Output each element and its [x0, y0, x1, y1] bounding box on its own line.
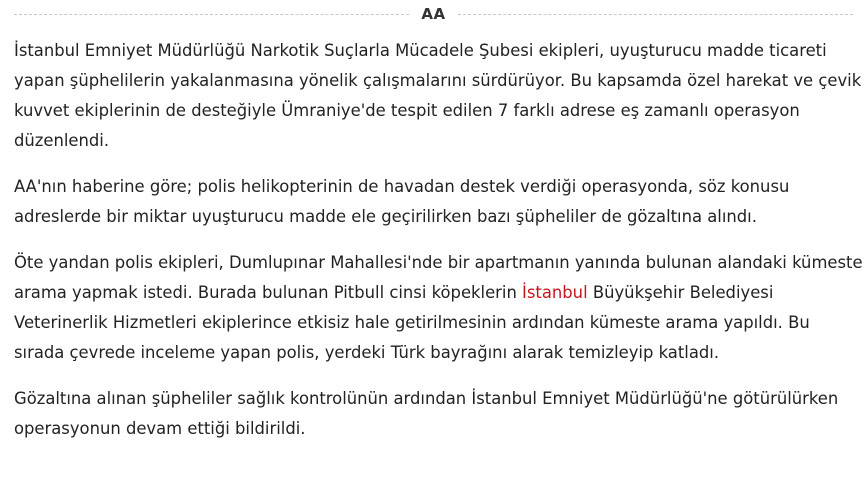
paragraph-3-text-after-link: Büyükşehir Belediyesi Veterinerlik Hizmetleri ekiplerince etkisiz hale getirilmesinin ardından kümeste arama yapıldı. Bu sırada çevrede inceleme yapan polis, yerdeki Türk bayrağını alarak temizleyip katladı.: [14, 283, 810, 362]
article-paragraph-3: [14, 248, 864, 368]
source-label: AA: [421, 5, 446, 23]
divider-left: [14, 14, 409, 15]
article-paragraph-4: Gözaltına alınan şüpheliler sağlık kontrolünün ardından İstanbul Emniyet Müdürlüğü'ne götürülürken operasyonun devam ettiği bildirildi.: [14, 389, 839, 438]
article-paragraph-1: İstanbul Emniyet Müdürlüğü Narkotik Suçlarla Mücadele Şubesi ekipleri, uyuşturucu madde ticareti yapan şüphelilerin yakalanmasına yönelik çalışmalarını sürdürüyor. Bu kapsamda özel harekat ve çevik kuvvet ekiplerinin de desteğiyle Ümraniye'de tespit edilen 7 farklı adrese eş zamanlı operasyon düzenlendi.: [14, 41, 862, 150]
source-header: [0, 4, 867, 24]
divider-right: [458, 14, 853, 15]
article-paragraph-2: AA'nın haberine göre; polis helikopterinin de havadan destek verdiği operasyonda, söz konusu adreslerde bir miktar uyuşturucu madde ele geçirilirken bazı şüpheliler de gözaltına alındı.: [14, 177, 790, 226]
paragraph-3-text-before-link: Öte yandan polis ekipleri, Dumlupınar Mahallesi'nde bir apartmanın yanında bulunan alandaki kümeste arama yapmak istedi. Burada bulunan Pitbull cinsi köpeklerin: [14, 253, 863, 302]
article-body: [14, 36, 864, 444]
istanbul-tag-link[interactable]: İstanbul: [522, 283, 588, 302]
